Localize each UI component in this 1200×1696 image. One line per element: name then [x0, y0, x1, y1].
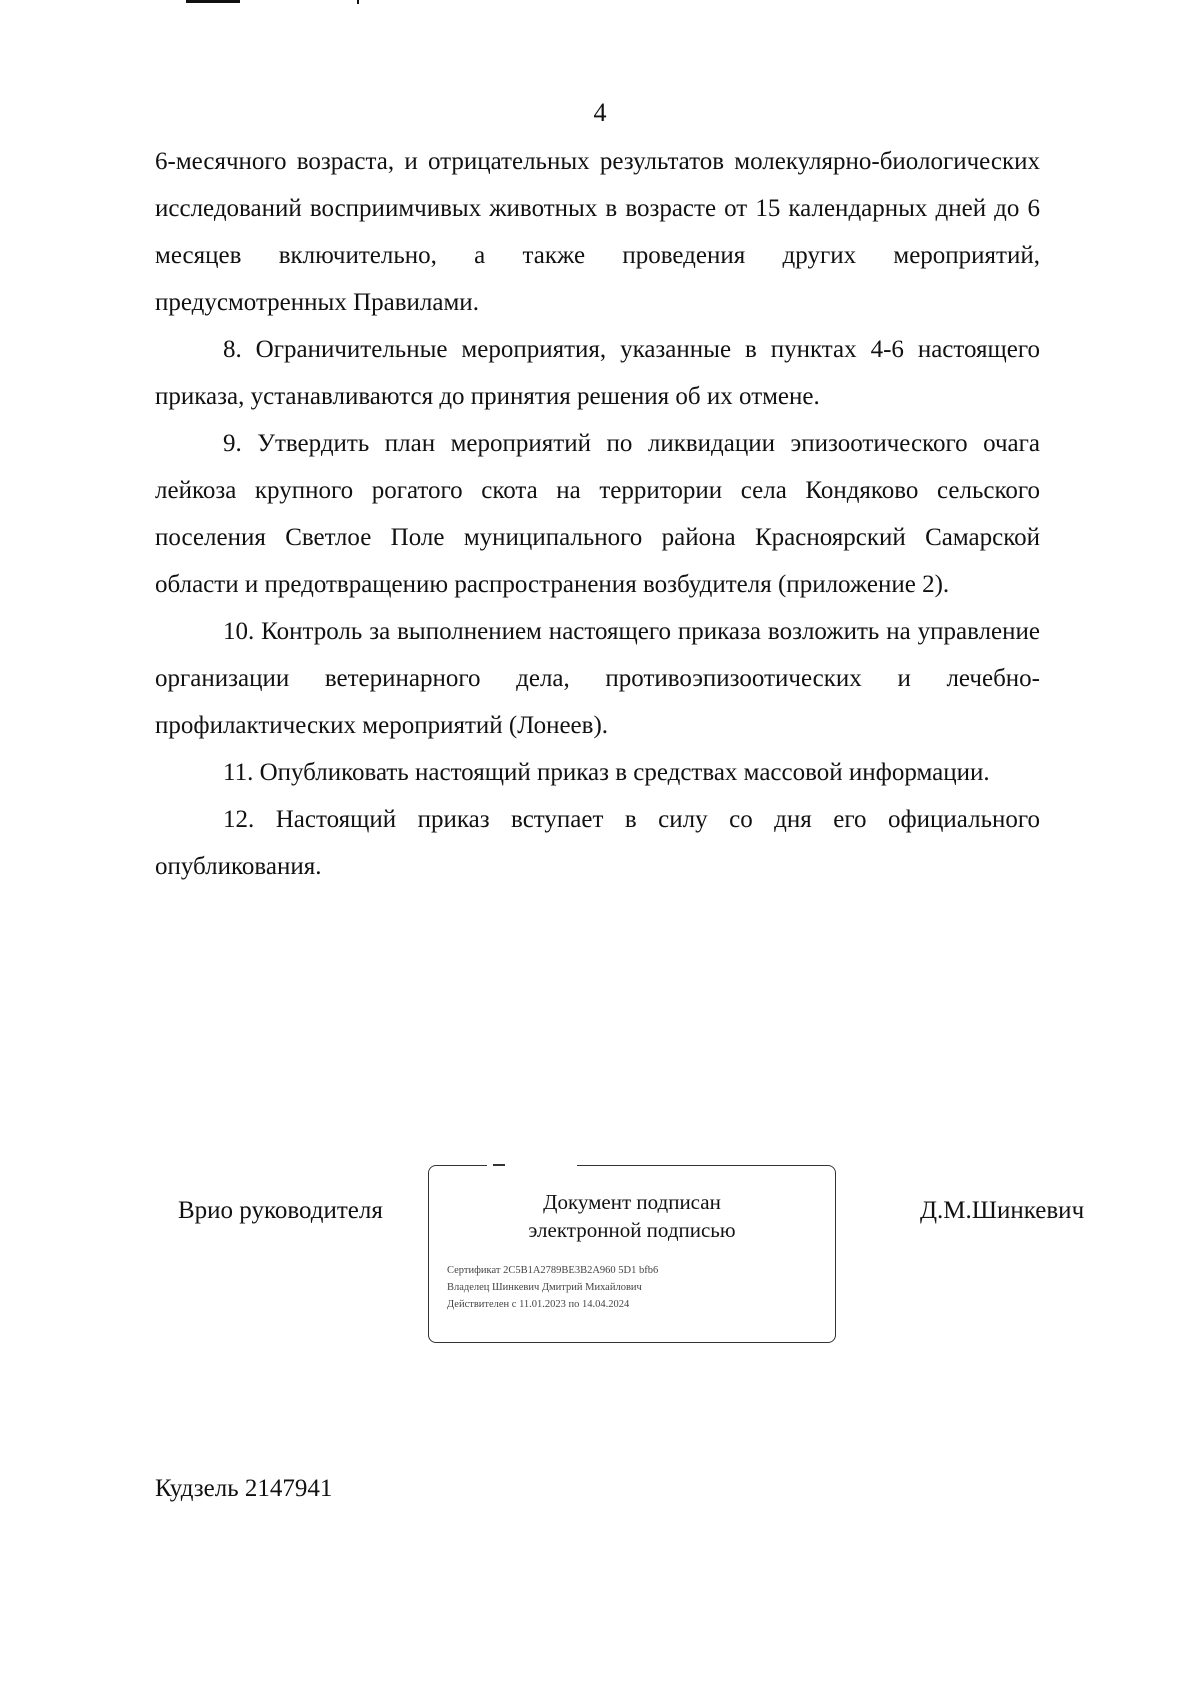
stamp-details	[447, 1262, 817, 1313]
document-body	[155, 138, 1040, 890]
paragraph-item-8: 8. Ограничительные мероприятия, указанные в пунктах 4-6 настоящего приказа, устанавливаются до принятия решения об их отмене.	[155, 336, 1040, 410]
stamp-title-line2: электронной подписью	[528, 1218, 736, 1242]
paragraph-item-9: 9. Утвердить план мероприятий по ликвидации эпизоотического очага лейкоза крупного рогатого скота на территории села Кондяково сельского поселения Светлое Поле муниципального района Красноярский Самарской области и предотвращению распространения возбудителя (приложение 2).	[155, 430, 1040, 598]
executor-note: Кудзель 2147941	[155, 1475, 333, 1502]
stamp-title	[429, 1188, 835, 1244]
page-number: 4	[593, 98, 607, 127]
signatory-position: Врио руководителя	[178, 1197, 383, 1224]
stamp-owner: Владелец Шинкевич Дмитрий Михайлович	[447, 1282, 642, 1293]
paragraph-item-12: 12. Настоящий приказ вступает в силу со дня его официального опубликования.	[155, 806, 1040, 880]
top-edge-mark	[186, 0, 240, 3]
signatory-name: Д.М.Шинкевич	[920, 1197, 1085, 1224]
stamp-validity: Действителен с 11.01.2023 по 14.04.2024	[447, 1299, 630, 1310]
stamp-border-tick	[493, 1164, 505, 1166]
paragraph-item-10: 10. Контроль за выполнением настоящего приказа возложить на управление организации ветеринарного дела, противоэпизоотических и лечебно-профилактических мероприятий (Лонеев).	[155, 618, 1040, 739]
paragraph-continuation: 6-месячного возраста, и отрицательных результатов молекулярно-биологических исследований восприимчивых животных в возрасте от 15 календарных дней до 6 месяцев включительно, а также проведения других мероприятий, предусмотренных Правилами.	[155, 148, 1040, 316]
paragraph-item-11: 11. Опубликовать настоящий приказ в средствах массовой информации.	[223, 759, 990, 786]
stamp-certificate: Сертификат 2C5B1A2789BE3B2A960 5D1 bfb6	[447, 1265, 659, 1276]
electronic-signature-stamp	[428, 1165, 836, 1343]
top-edge-dot	[357, 0, 359, 4]
stamp-title-line1: Документ подписан	[543, 1190, 721, 1214]
